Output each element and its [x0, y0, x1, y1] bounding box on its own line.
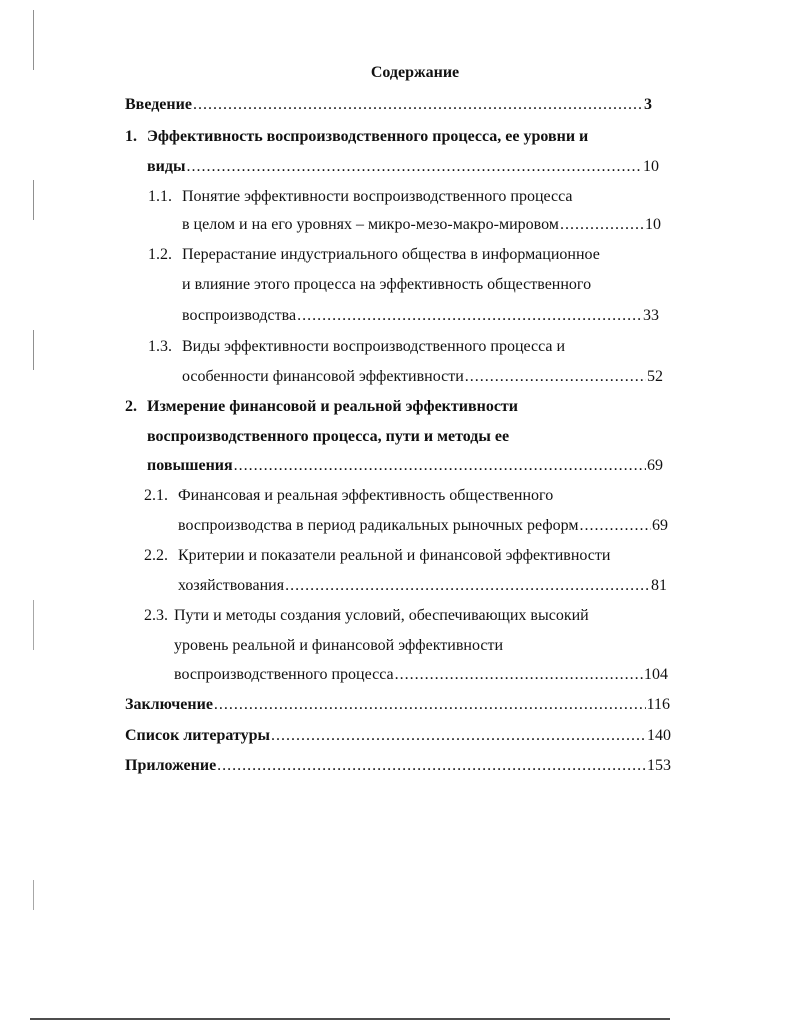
toc-entry-section-1-3-cont: [182, 368, 663, 386]
toc-label: Список литературы: [125, 727, 270, 744]
toc-entry-section-2-3: [144, 607, 589, 625]
toc-leader: [234, 457, 646, 475]
toc-page-number: 52: [647, 368, 663, 385]
toc-label: особенности финансовой эффективности: [182, 368, 464, 385]
toc-entry-section-1-1-cont: [182, 216, 661, 234]
toc-label: Эффективность воспроизводственного процесса, ее уровни и: [147, 128, 589, 145]
toc-entry-section-1-2: [148, 246, 600, 264]
scan-artifact: [33, 330, 34, 370]
toc-leader: [217, 757, 646, 775]
toc-leader: [560, 216, 644, 234]
toc-entry-section-2-3-cont: [174, 637, 503, 655]
toc-label: повышения: [147, 457, 233, 474]
toc-label: Введение: [125, 96, 192, 113]
toc-entry-appendix: [125, 757, 671, 775]
toc-label: воспроизводства: [182, 307, 297, 324]
toc-page-number: 3: [644, 96, 652, 113]
toc-entry-section-2-1: [144, 487, 553, 505]
toc-page-number: 10: [645, 216, 661, 233]
toc-entry-section-2-2: [144, 547, 610, 565]
toc-number: 1.1.: [148, 188, 172, 205]
toc-label: Приложение: [125, 757, 217, 774]
toc-label: воспроизводственного процесса, пути и методы ее: [147, 428, 510, 445]
toc-page-number: 69: [652, 517, 668, 534]
toc-label: Финансовая и реальная эффективность общественного: [178, 487, 554, 504]
toc-number: 2.3.: [144, 607, 168, 624]
toc-entry-chapter-1-cont: [147, 158, 659, 176]
toc-page-number: 10: [643, 158, 659, 175]
toc-entry-conclusion: [125, 696, 670, 714]
toc-leader: [214, 696, 646, 714]
toc-label: Виды эффективности воспроизводственного процесса и: [182, 338, 566, 355]
toc-label: Пути и методы создания условий, обеспечивающих высокий: [174, 607, 589, 624]
toc-leader: [465, 368, 646, 386]
toc-label: Перерастание индустриального общества в информационное: [182, 246, 600, 263]
toc-number: 2.: [125, 398, 137, 415]
toc-entry-chapter-1: [125, 128, 588, 146]
toc-number: 2.1.: [144, 487, 168, 504]
toc-label: виды: [147, 158, 186, 175]
scan-artifact: [33, 10, 34, 70]
toc-label: Понятие эффективности воспроизводственного процесса: [182, 188, 573, 205]
toc-entry-section-1-1: [148, 188, 573, 206]
toc-leader: [395, 666, 643, 684]
toc-entry-section-1-3: [148, 338, 565, 356]
toc-page-number: 69: [647, 457, 663, 474]
toc-entry-chapter-2: [125, 398, 518, 416]
toc-label: уровень реальной и финансовой эффективности: [174, 637, 503, 654]
toc-leader: [186, 158, 642, 176]
scan-artifact: [33, 180, 34, 220]
scan-artifact: [30, 1018, 670, 1020]
toc-page-number: 153: [647, 757, 671, 774]
toc-label: хозяйствования: [178, 577, 285, 594]
toc-label: и влияние этого процесса на эффективность общественного: [182, 276, 592, 293]
toc-label: Заключение: [125, 696, 213, 713]
toc-leader: [580, 517, 652, 535]
scan-artifact: [33, 600, 34, 650]
toc-page-number: 116: [646, 696, 670, 713]
toc-number: 1.3.: [148, 338, 172, 355]
scan-artifact: [33, 880, 34, 910]
toc-leader: [285, 577, 650, 595]
toc-leader: [297, 307, 642, 325]
toc-entry-section-2-1-cont: [178, 517, 668, 535]
toc-entry-section-2-3-cont2: [174, 666, 668, 684]
toc-number: 1.: [125, 128, 137, 145]
toc-label: Критерии и показатели реальной и финансовой эффективности: [178, 547, 611, 564]
page-title: Содержание: [370, 64, 460, 81]
toc-number: 2.2.: [144, 547, 168, 564]
toc-page-number: 140: [647, 727, 671, 744]
toc-label: воспроизводственного процесса: [174, 666, 394, 683]
toc-entry-chapter-2-cont2: [147, 457, 663, 475]
toc-label: в целом и на его уровнях – микро-мезо-макро-мировом: [182, 216, 559, 233]
toc-entry-chapter-2-cont: [147, 428, 509, 446]
toc-leader: [193, 96, 643, 114]
toc-number: 1.2.: [148, 246, 172, 263]
toc-entry-section-1-2-cont: [182, 276, 591, 294]
toc-label: воспроизводства в период радикальных рыночных реформ: [178, 517, 579, 534]
toc-entry-intro: [125, 96, 652, 114]
toc-label: Измерение финансовой и реальной эффективности: [147, 398, 518, 415]
toc-entry-bibliography: [125, 727, 671, 745]
toc-entry-section-2-2-cont: [178, 577, 667, 595]
toc-page-number: 81: [651, 577, 667, 594]
toc-page-number: 33: [643, 307, 659, 324]
toc-leader: [271, 727, 646, 745]
toc-entry-section-1-2-cont2: [182, 307, 659, 325]
toc-page-number: 104: [644, 666, 668, 683]
